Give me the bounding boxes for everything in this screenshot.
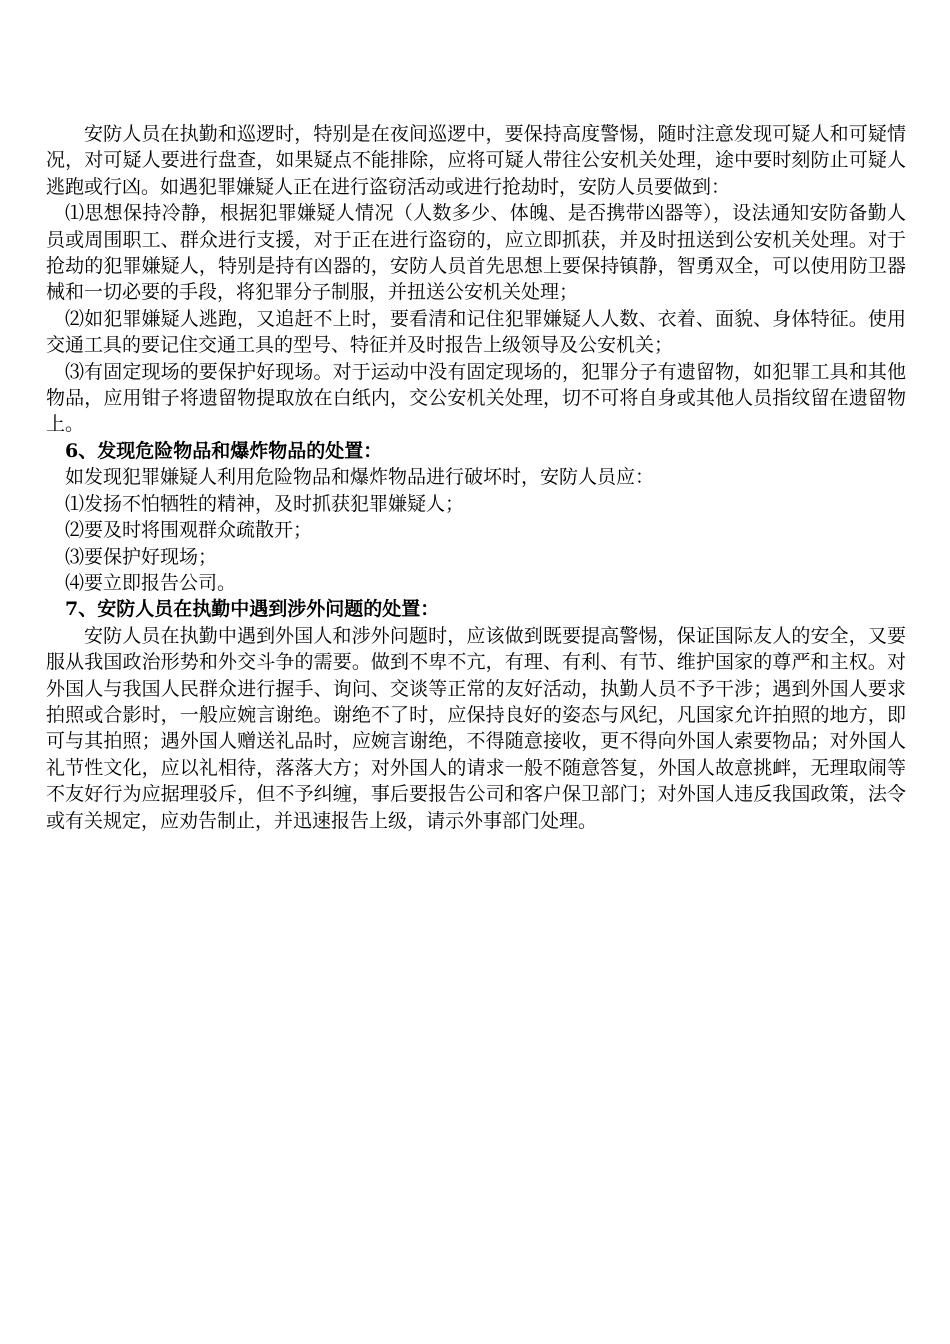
paragraph-intro: 安防人员在执勤和巡逻时，特别是在夜间巡逻中，要保持高度警惕，随时注意发现可疑人和可疑情况，对可疑人要进行盘查，如果疑点不能排除，应将可疑人带往公安机关处理，途中要时刻防止可疑人逃跑或行凶。如遇犯罪嫌疑人正在进行盗窃活动或进行抢劫时，安防人员要做到： (46, 123, 906, 198)
list-item-calm: ⑴思想保持冷静，根据犯罪嫌疑人情况（人数多少、体魄、是否携带凶器等），设法通知安防备勤人员或周围职工、群众进行支援，对于正在进行盗窃的，应立即抓获，并及时扭送到公安机关处理。对于抢劫的犯罪嫌疑人，特别是持有凶器的，安防人员首先思想上要保持镇静，智勇双全，可以使用防卫器械和一切必要的手段，将犯罪分子制服，并扭送公安机关处理； (46, 202, 906, 304)
document-body (46, 121, 906, 834)
paragraph-foreign-affairs: 安防人员在执勤中遇到外国人和涉外问题时，应该做到既要提高警惕，保证国际友人的安全，又要服从我国政治形势和外交斗争的需要。做到不卑不亢，有理、有利、有节、维护国家的尊严和主权。对外国人与我国人民群众进行握手、询问、交谈等正常的友好活动，执勤人员不予干涉；遇到外国人要求拍照或合影时，一般应婉言谢绝。谢绝不了时，应保持良好的姿态与风纪，凡国家允许拍照的地方，即可与其拍照；遇外国人赠送礼品时，应婉言谢绝，不得随意接收，更不得向外国人索要物品；对外国人礼节性文化，应以礼相待，落落大方；对外国人的请求一般不随意答复，外国人故意挑衅，无理取闹等不友好行为应据理驳斥，但不予纠缠，事后要报告公司和客户保卫部门；对外国人违反我国政策，法令或有关规定，应劝告制止，并迅速报告上级，请示外事部门处理。 (46, 624, 906, 832)
list-item-6-2: ⑵要及时将围观群众疏散开； (65, 519, 313, 542)
section-heading-7: 7、安防人员在执勤中遇到涉外问题的处置： (65, 598, 440, 621)
list-item-scene: ⑶有固定现场的要保护好现场。对于运动中没有固定现场的，犯罪分子有遗留物，如犯罪工具和其他物品，应用钳子将遗留物提取放在白纸内，交公安机关处理，切不可将自身或其他人员指纹留在遗留物上。 (46, 360, 906, 436)
section-6-intro: 如发现犯罪嫌疑人利用危险物品和爆炸物品进行破坏时，安防人员应： (65, 466, 655, 489)
list-item-escape: ⑵如犯罪嫌疑人逃跑，又追赶不上时，要看清和记住犯罪嫌疑人人数、衣着、面貌、身体特征。使用交通工具的要记住交通工具的型号、特征并及时报告上级领导及公安机关； (46, 307, 906, 357)
section-heading-6: 6、发现危险物品和爆炸物品的处置： (65, 439, 383, 462)
list-item-6-1: ⑴发扬不怕牺牲的精神，及时抓获犯罪嫌疑人； (65, 492, 465, 515)
list-item-6-4: ⑷要立即报告公司。 (65, 571, 237, 594)
list-item-6-3: ⑶要保护好现场； (65, 545, 218, 568)
